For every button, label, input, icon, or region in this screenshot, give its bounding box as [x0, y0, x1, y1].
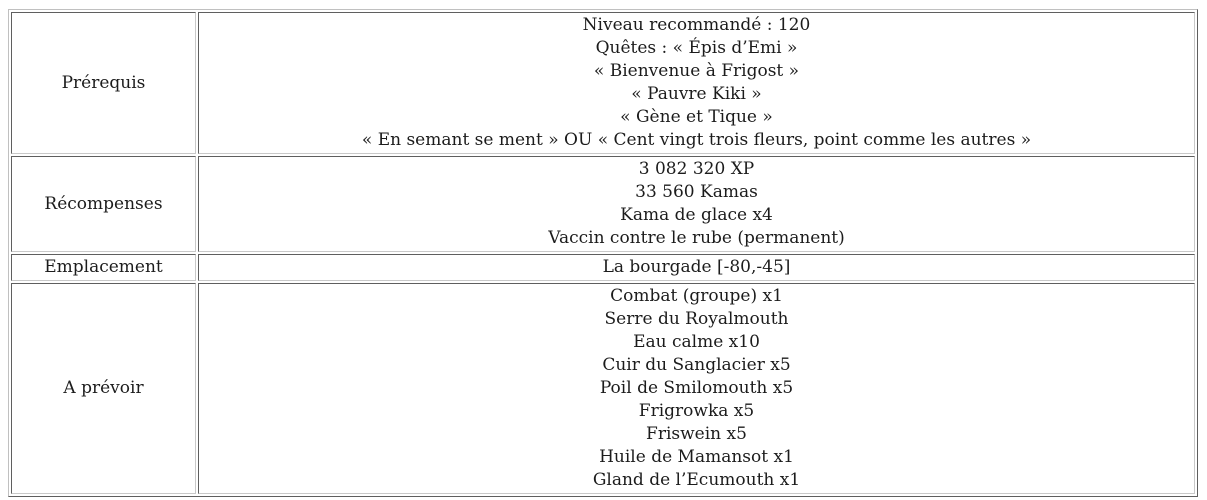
content-line: Quêtes : « Épis d’Emi » — [595, 38, 798, 58]
quest-info-table — [8, 9, 1198, 497]
content-line: « Gène et Tique » — [620, 107, 773, 127]
row-label: Prérequis — [11, 12, 196, 154]
row-content — [198, 12, 1195, 154]
content-line: « Pauvre Kiki » — [631, 84, 762, 104]
content-line: Huile de Mamansot x1 — [599, 447, 794, 467]
content-line: « En semant se ment » OU « Cent vingt trois fleurs, point comme les autres » — [361, 130, 1032, 150]
content-line: Gland de l’Ecumouth x1 — [592, 470, 801, 490]
row-content — [198, 254, 1195, 281]
table-row — [11, 283, 1195, 494]
content-line: Frigrowka x5 — [638, 401, 755, 421]
row-label: A prévoir — [11, 283, 196, 494]
content-line: Vaccin contre le rube (permanent) — [548, 228, 845, 248]
content-line: Cuir du Sanglacier x5 — [602, 355, 791, 375]
row-content — [198, 283, 1195, 494]
content-line: Poil de Smilomouth x5 — [599, 378, 794, 398]
row-content — [198, 156, 1195, 252]
content-line: Combat (groupe) x1 — [610, 286, 783, 306]
content-line: Kama de glace x4 — [620, 205, 773, 225]
table-row — [11, 156, 1195, 252]
content-line: Friswein x5 — [646, 424, 747, 444]
quest-table-body — [11, 12, 1195, 494]
content-line: La bourgade [-80,-45] — [602, 257, 791, 277]
content-line: 33 560 Kamas — [635, 182, 758, 202]
content-line: 3 082 320 XP — [638, 159, 755, 179]
content-line: Serre du Royalmouth — [604, 309, 789, 329]
table-row — [11, 12, 1195, 154]
content-line: « Bienvenue à Frigost » — [593, 61, 800, 81]
content-line: Eau calme x10 — [633, 332, 760, 352]
row-label: Emplacement — [11, 254, 196, 281]
table-row — [11, 254, 1195, 281]
row-label: Récompenses — [11, 156, 196, 252]
content-line: Niveau recommandé : 120 — [582, 15, 811, 35]
